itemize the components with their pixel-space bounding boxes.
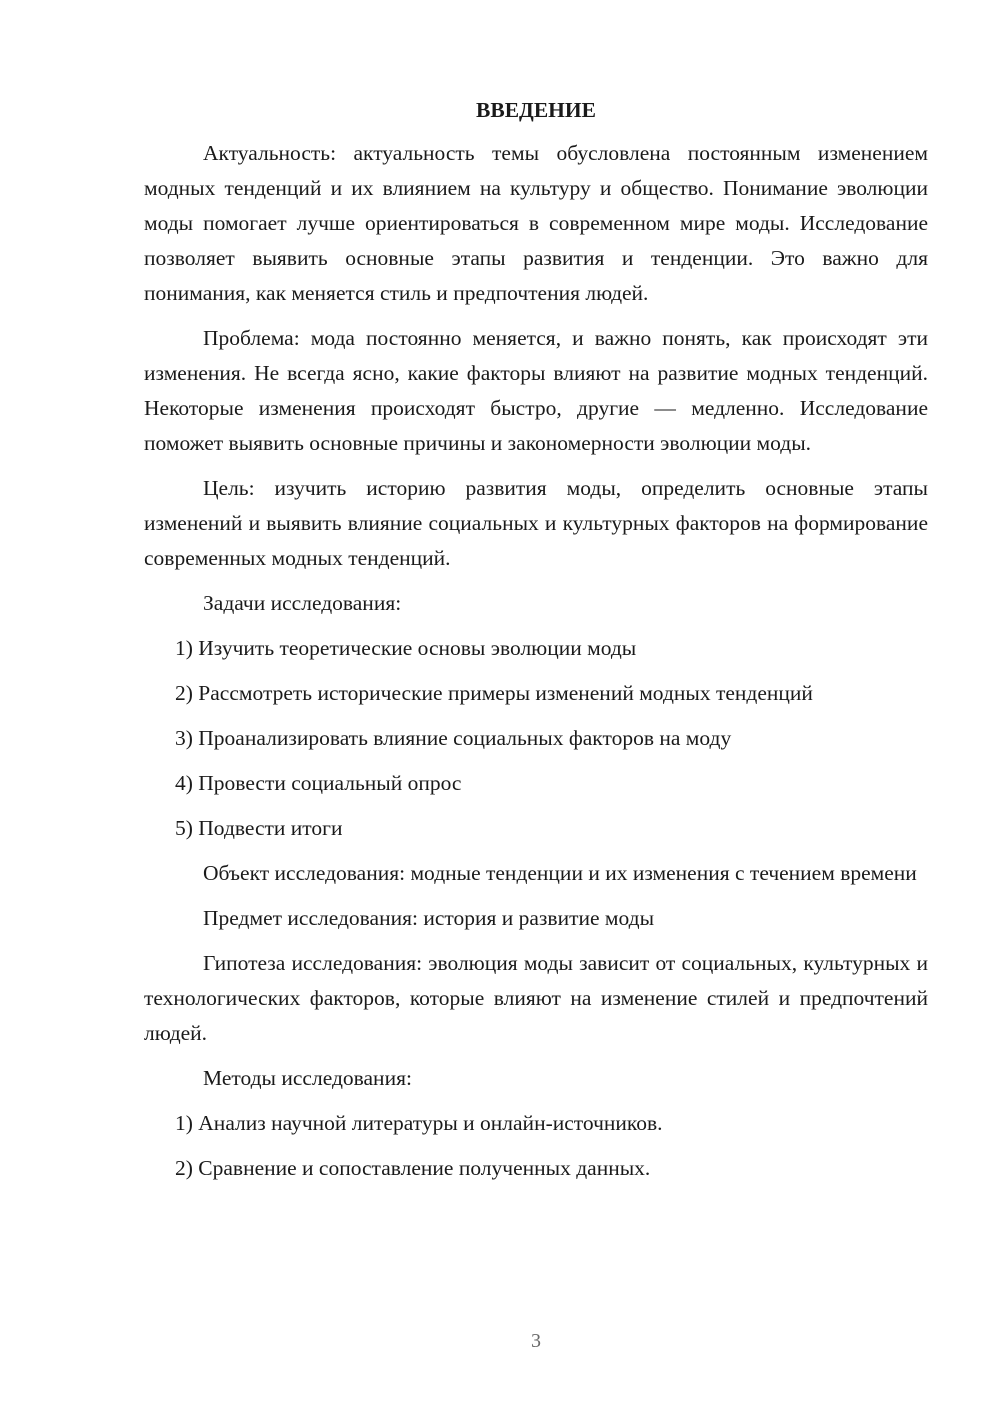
list-item: 1) Анализ научной литературы и онлайн-источников. bbox=[175, 1111, 663, 1135]
methods-list bbox=[144, 1106, 928, 1186]
methods-heading: Методы исследования: bbox=[203, 1066, 412, 1090]
list-item: 2) Рассмотреть исторические примеры изменений модных тенденций bbox=[175, 681, 813, 705]
section-title: ВВЕДЕНИЕ bbox=[476, 98, 596, 122]
problem-paragraph: Проблема: мода постоянно меняется, и важно понять, как происходят эти изменения. Не всегда ясно, какие факторы влияют на развитие модных тенденций. Некоторые изменения происходят быстро, другие — медленно. Исследование поможет выявить основные причины и закономерности эволюции моды. bbox=[144, 326, 928, 455]
list-item: 4) Провести социальный опрос bbox=[175, 771, 462, 795]
tasks-heading: Задачи исследования: bbox=[203, 591, 402, 615]
object-paragraph: Объект исследования: модные тенденции и их изменения с течением времени bbox=[203, 861, 917, 885]
list-item: 3) Проанализировать влияние социальных факторов на моду bbox=[175, 726, 732, 750]
relevance-paragraph: Актуальность: актуальность темы обусловлена постоянным изменением модных тенденций и их влиянием на культуру и общество. Понимание эволюции моды помогает лучше ориентироваться в современном мире моды. Исследование позволяет выявить основные этапы развития и тенденции. Это важно для понимания, как меняется стиль и предпочтения людей. bbox=[144, 141, 928, 305]
page-number: 3 bbox=[531, 1330, 541, 1352]
goal-paragraph: Цель: изучить историю развития моды, определить основные этапы изменений и выявить влияние социальных и культурных факторов на формирование современных модных тенденций. bbox=[144, 476, 928, 570]
document-page bbox=[144, 92, 928, 1196]
list-item: 5) Подвести итоги bbox=[175, 816, 343, 840]
list-item: 1) Изучить теоретические основы эволюции моды bbox=[175, 636, 637, 660]
subject-paragraph: Предмет исследования: история и развитие моды bbox=[203, 906, 655, 930]
list-item: 2) Сравнение и сопоставление полученных данных. bbox=[175, 1156, 651, 1180]
tasks-list bbox=[144, 631, 928, 846]
hypothesis-paragraph: Гипотеза исследования: эволюция моды зависит от социальных, культурных и технологических факторов, которые влияют на изменение стилей и предпочтений людей. bbox=[144, 951, 928, 1045]
